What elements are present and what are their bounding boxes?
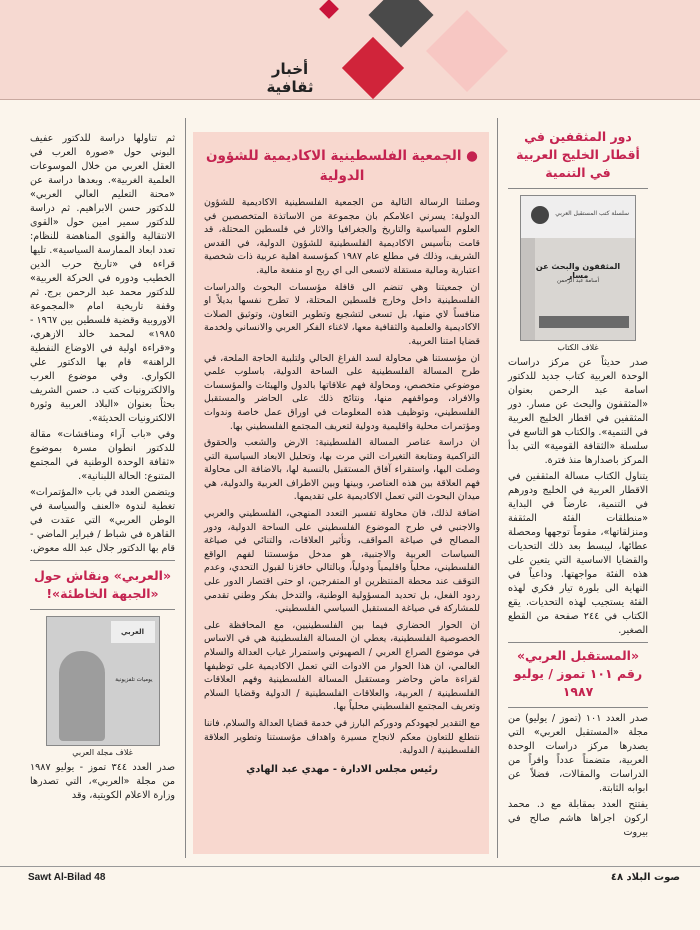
- magazine-cover-image: [46, 616, 160, 746]
- paragraph: ان جمعيتنا وهي تنضم الى قافلة مؤسسات البحوث والدراسات الفلسطينية داخل وخارج فلسطين المحتلة، لا تطرح نفسها بديلاً او منافساً لاي منها، بل تسعى لتشجيع وتطوير التعاون، وتوثيق الصلات الاكاديمية والعلمية والثقافية معها، لاغناء الفكر العربي والانساني ولخدمة قضايا امتنا العربية.: [204, 281, 480, 347]
- book-caption: غلاف الكتاب: [557, 343, 599, 352]
- paragraph: ان الحوار الحضاري فيما بين الفلسطينيين، مع المحافظة على الخصوصية الفلسطينية، يعطي ان المسالة الفلسطينية هي في الاساس في موضوع الصراع العربي / الصهيوني واستمرار غياب العدالة والسلام العالمي، ان هذا الحوار من الادوات التي تعمل الاكاديمية على توظيفها لقراءة ماض وحاضر ومستقبل المسالة الفلسطينية وفهم العلاقات الفلسطينية / العربية، والعلاقات الفلسطينية / الدولية وقضايا السلام وتعريف المجتمع الفلسطيني محلياً بها.: [204, 619, 480, 713]
- paragraph: صدر حديثاً عن مركز دراسات الوحدة العربية كتاب جديد للدكتور اسامة عبد الرحمن بعنوان «المثقفون والبحث عن مسار. دور المثقفين في اقطار الخليج العربية في التنمية». والكتاب هو التاسع في سلسلة «الثقافة القومية» التي بدأ المركز باصدارها منذ فترة.: [508, 357, 648, 466]
- paragraph: وصلتنا الرسالة التالية من الجمعية الفلسطينية الاكاديمية للشؤون الدولية: يسرني اعلامكم بان مجموعة من الاساتذة المتخصصين في العلوم السياسية والتاريخ والجغرافيا والاثار في فلسطين المحتلة، قد قامت بتأسيس الاكاديمية الفلسطينية للشؤون الدولية، في القدس الشريف، وذلك في مطلع عام ١٩٨٧ كمؤسسة اهلية عربية ذات شخصية اعتبارية ومالية مستقلة لاتسعى الى اي ربح او منفعة مالية.: [204, 197, 480, 276]
- divider: [508, 188, 648, 189]
- middle-column: [204, 146, 480, 775]
- section-title: أخبار ثقافية: [266, 60, 314, 96]
- divider: [30, 560, 175, 561]
- divider: [508, 642, 648, 643]
- paragraph: ان دراسة عناصر المسالة الفلسطينية: الارض والشعب والحقوق التراكمية ومتابعة التغيرات التي مرت بها، وتحليل الابعاد السياسية التي وصلت اليها، واستقراء آفاق المستقبل بالنسبة لها، بالاضافة الى محاولة فهم العلاقة بين هذه العناصر، وبينها وبين الاطراف العربية والدولية، هي ميدان البحوث التي تعمل الاكاديمية على تقديمها.: [204, 437, 480, 503]
- paragraph: اضافة لذلك، فان محاولة تفسير التعدد المنهجي، الفلسطيني والعربي والاجنبي في طرح الموضوع الفلسطيني على الساحة الدولية، ودور المصالح في صياغة المواقف، وتأثير العلاقات، والتنائي في صياغة السياسات العربية والاجنبية، هو مدخل مؤسستنا لفهم الواقع الفلسطيني، محلياً واقليمياً ودولياً، وبالتالي حافزنا لقبول التحدي، وعدم التوقف عند محطة المنتظرين او المتفرجين، او حتى اقتصار الدور على ردود الفعل، بل تحديد المسؤولية الوطنية، والتدخل بفكر وطني تقدمي للمشاركة في صياغة المستقبل السياسي الفلسطيني.: [204, 508, 480, 615]
- divider: [30, 609, 175, 610]
- right-column: [508, 128, 648, 842]
- paragraph: ثم تناولها دراسة للدكتور عفيف البوني حول «صورة العرب في العقل العربي من خلال الموسوعات العلمية الغربية». وبعدها دراسة عن «محنة التعليم العالي العربي» للدكتور حسن الابراهيم. ثم دراسة للدكتور سمير امين حول «القوى الانتقالية والقوى المناهضة للنظام: تعدد ابعاد الممارسة السياسية». تليها قراءة في «تاريخ حرب الدين الخطيب ودوره في الحركة العربية» للدكتور محمد عبد الرحمن برج. ثم وقفة تاريخية امام «المجموعة الاوروبية وقضية فلسطين بين ١٩٦٧ - ١٩٨٥» لمحمد خالد الازهري، و«قراءة اولية في الاوضاع النفطية الراهنة» قام بها الدكتور علي الكواري. وفي موضوع العرب والالكترونيات كتب د. حسن الشريف بحثاً بعنوان «البلاد العربية وثورة الالكترونيات الحديثة».: [30, 133, 175, 424]
- paragraph: ان مؤسستنا هي محاولة لسد الفراغ الحالي ولتلبية الحاجة الملحة، في طرح المسالة الفلسطينية على الساحة الدولية، باسلوب علمي موضوعي متخصص، ومحاولة فهم علاقاتها بالدول والهيئات والمؤسسات والافراد، ومواقفهم منها، ونتائج ذلك على الحاضر والمستقبل الفلسطيني، وتوظيف هذه المعلومات في اوراق عمل خاصة وندوات ومؤتمرات محلية واقليمية ودولية لتعريف المجتمع الفلسطيني بها.: [204, 352, 480, 432]
- paragraph: وفي «باب آراء ومناقشات» مقالة للدكتور انطوان مسرة بموضوع «ثقافة الوحدة الوطنية في المجتمع المتنوع: الحالة اللبنانية».: [30, 429, 175, 482]
- portrait-figure: [59, 651, 105, 741]
- book-author: أسامة عبد الرحمن: [556, 278, 600, 284]
- header-band: [0, 0, 700, 100]
- paragraph: ويتضمن العدد في باب «المؤتمرات» تغطية لندوة «العنف والسياسة في الوطن العربي» التي عقدت في القاهرة في شباط / فبراير الماضي - قام بها الدكتور جلال عبد الله معوض.: [30, 487, 175, 554]
- paragraph: يفتتح العدد بمقابلة مع د. محمد اركون اجراها هاشم صالح في بيروت: [508, 799, 648, 838]
- footer-publication-arabic: صوت البلاد ٤٨: [610, 872, 680, 883]
- header-divider: [0, 99, 700, 100]
- magazine-masthead: العربي: [111, 621, 155, 643]
- middle-headline: ● الجمعية الفلسطينية الاكاديمية للشؤون الدولية: [206, 148, 478, 184]
- column-divider: [497, 118, 498, 858]
- footer-divider: [0, 866, 700, 867]
- right-headline: دور المثقفين في أقطار الخليج العربية في التنمية: [516, 129, 640, 180]
- left-headline-2: «العربي» ونقاش حول «الجبهة الخاطئة»!: [33, 568, 172, 601]
- photo-caption: غلاف مجلة العربي: [72, 748, 133, 757]
- paragraph: صدر العدد ٣٤٤ تموز - يوليو ١٩٨٧ من مجلة «العربي»، التي تصدرها وزارة الاعلام الكويتية، وقد: [30, 762, 175, 801]
- paragraph: يتناول الكتاب مسالة المثقفين في الاقطار العربية في الخليج ودورهم في التنمية، عارضاً في البداية «منطلقات الفئة المثقفة ومنزلقاتها»، مقوماً توجهها ومحصلة عطائها، ليبسط بعد ذلك التحديات والقضايا الاساسية التي يتعين على هذه الفئة مواجهتها. وداعياً في النهاية الى بلورة تيار فكري لهذه الفئة يستجيب لهذه التحديات. يقع الكتاب في ٢٤٤ صفحة من القطع الصغير.: [508, 471, 648, 636]
- book-series: سلسلة كتب المستقبل العربي: [555, 210, 629, 217]
- left-column: [30, 132, 175, 805]
- cover-blurb: يوميات تلفزيونية: [115, 677, 153, 683]
- footer-publication-latin: Sawt Al-Bilad 48: [28, 872, 106, 883]
- signature: رئيس مجلس الادارة - مهدي عبد الهادي: [246, 763, 438, 775]
- right-headline-2: «المستقبل العربي» رقم ١٠١ تموز / يوليو ١٩٨٧: [513, 648, 643, 699]
- book-title: المثقفون والبحث عن مسار: [535, 262, 621, 280]
- book-cover-image: [520, 195, 636, 341]
- book-spine: [521, 238, 535, 340]
- paragraph: صدر العدد ١٠١ (تموز / يوليو) من مجلة «المستقبل العربي» التي يصدرها مركز دراسات الوحدة العربية، متضمناً عدداً وافراً من الدراسات والمقالات، فضلاً عن ابوابه الثابتة.: [508, 713, 648, 794]
- paragraph: مع التقدير لجهودكم ودوركم البارز في خدمة قضايا العدالة والسلام، فاننا نتطلع للتعاون معكم لانجاح مسيرة واهداف مؤسستنا وتطوير العلاقة الفلسطينية / الدولية.: [204, 717, 480, 757]
- column-divider: [185, 118, 186, 858]
- publisher-logo-icon: [531, 206, 549, 224]
- divider: [508, 707, 648, 708]
- book-band: [539, 316, 629, 328]
